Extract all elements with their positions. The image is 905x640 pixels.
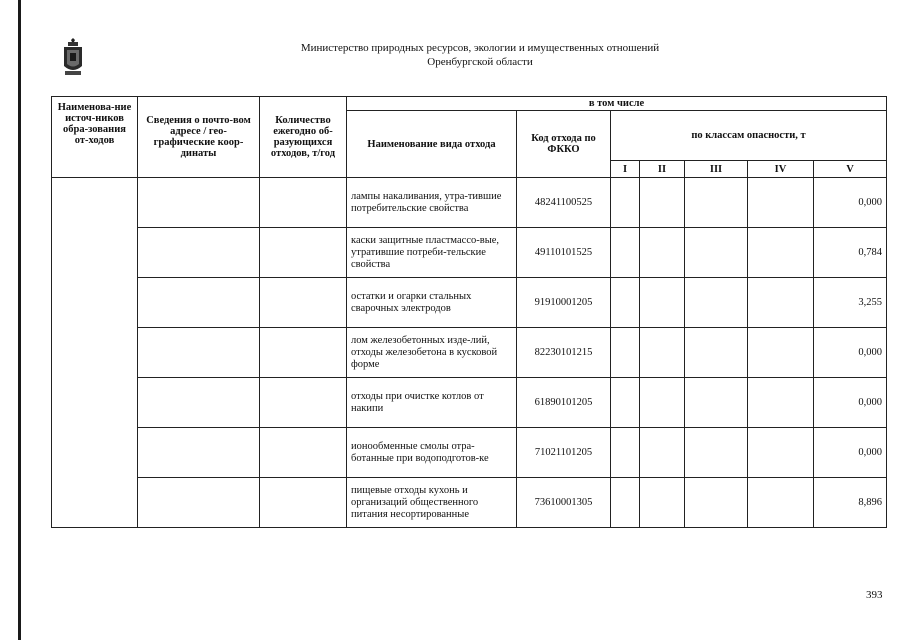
header-class-4: IV xyxy=(748,161,814,178)
header-waste-type: Наименование вида отхода xyxy=(347,111,517,178)
ministry-name: Министерство природных ресурсов, экологии и имущественных отношений xyxy=(300,42,660,54)
class-3-cell xyxy=(685,478,748,528)
class-1-cell xyxy=(611,278,640,328)
class-5-cell: 3,255 xyxy=(814,278,887,328)
class-2-cell xyxy=(640,428,685,478)
address-cell xyxy=(138,278,260,328)
table-row xyxy=(52,278,887,328)
waste-name-cell: лом железобетонных изде-лий, отходы железобетона в кусковой форме xyxy=(347,328,517,378)
header-fkko-code: Код отхода по ФККО xyxy=(517,111,611,178)
class-4-cell xyxy=(748,278,814,328)
table-row xyxy=(52,378,887,428)
class-2-cell xyxy=(640,178,685,228)
waste-code-cell: 61890101205 xyxy=(517,378,611,428)
address-cell xyxy=(138,228,260,278)
waste-name-cell: лампы накаливания, утра-тившие потребительские свойства xyxy=(347,178,517,228)
class-2-cell xyxy=(640,278,685,328)
class-2-cell xyxy=(640,478,685,528)
table-row xyxy=(52,478,887,528)
region-name: Оренбургской области xyxy=(427,56,533,68)
address-cell xyxy=(138,378,260,428)
class-4-cell xyxy=(748,228,814,278)
quantity-cell xyxy=(260,178,347,228)
class-5-cell: 0,000 xyxy=(814,328,887,378)
class-5-cell: 0,784 xyxy=(814,228,887,278)
class-5-cell: 0,000 xyxy=(814,178,887,228)
header-address: Сведения о почто-вом адресе / гео-графические коор-динаты xyxy=(138,97,260,178)
class-4-cell xyxy=(748,478,814,528)
address-cell xyxy=(138,478,260,528)
header-class-2: II xyxy=(640,161,685,178)
waste-code-cell: 71021101205 xyxy=(517,428,611,478)
class-3-cell xyxy=(685,378,748,428)
class-3-cell xyxy=(685,278,748,328)
class-3-cell xyxy=(685,328,748,378)
waste-code-cell: 73610001305 xyxy=(517,478,611,528)
table-row xyxy=(52,428,887,478)
waste-code-cell: 82230101215 xyxy=(517,328,611,378)
class-5-cell: 0,000 xyxy=(814,428,887,478)
ministry-header xyxy=(270,41,690,69)
address-cell xyxy=(138,178,260,228)
address-cell xyxy=(138,428,260,478)
page-number: 393 xyxy=(866,589,883,601)
source-name-cell xyxy=(52,178,138,528)
class-1-cell xyxy=(611,428,640,478)
table-row xyxy=(52,228,887,278)
table-row xyxy=(52,178,887,228)
header-class-1: I xyxy=(611,161,640,178)
class-4-cell xyxy=(748,328,814,378)
class-4-cell xyxy=(748,178,814,228)
waste-code-cell: 49110101525 xyxy=(517,228,611,278)
class-3-cell xyxy=(685,428,748,478)
waste-name-cell: каски защитные пластмассо-вые, утратившие потреби-тельские свойства xyxy=(347,228,517,278)
class-3-cell xyxy=(685,178,748,228)
class-1-cell xyxy=(611,178,640,228)
class-2-cell xyxy=(640,228,685,278)
waste-name-cell: пищевые отходы кухонь и организаций общественного питания несортированные xyxy=(347,478,517,528)
header-class-5: V xyxy=(814,161,887,178)
address-cell xyxy=(138,328,260,378)
header-source-name: Наименова-ние источ-ников обра-зования от-ходов xyxy=(52,97,138,178)
class-1-cell xyxy=(611,378,640,428)
waste-code-cell: 91910001205 xyxy=(517,278,611,328)
waste-name-cell: ионообменные смолы отра-ботанные при водоподготов-ке xyxy=(347,428,517,478)
class-1-cell xyxy=(611,478,640,528)
class-1-cell xyxy=(611,328,640,378)
class-5-cell: 0,000 xyxy=(814,378,887,428)
class-3-cell xyxy=(685,228,748,278)
quantity-cell xyxy=(260,478,347,528)
class-1-cell xyxy=(611,228,640,278)
quantity-cell xyxy=(260,278,347,328)
quantity-cell xyxy=(260,228,347,278)
waste-sources-table xyxy=(51,96,887,528)
waste-name-cell: остатки и огарки стальных сварочных электродов xyxy=(347,278,517,328)
class-4-cell xyxy=(748,378,814,428)
waste-name-cell: отходы при очистке котлов от накипи xyxy=(347,378,517,428)
class-4-cell xyxy=(748,428,814,478)
header-quantity: Количество ежегодно об-разующихся отходов, т/год xyxy=(260,97,347,178)
binding-line xyxy=(18,0,21,640)
coat-of-arms-icon xyxy=(62,38,84,78)
header-including: в том числе xyxy=(347,97,887,111)
quantity-cell xyxy=(260,428,347,478)
quantity-cell xyxy=(260,328,347,378)
quantity-cell xyxy=(260,378,347,428)
class-5-cell: 8,896 xyxy=(814,478,887,528)
header-class-3: III xyxy=(685,161,748,178)
class-2-cell xyxy=(640,378,685,428)
header-hazard-classes: по классам опасности, т xyxy=(611,111,887,161)
table-row xyxy=(52,328,887,378)
class-2-cell xyxy=(640,328,685,378)
waste-code-cell: 48241100525 xyxy=(517,178,611,228)
